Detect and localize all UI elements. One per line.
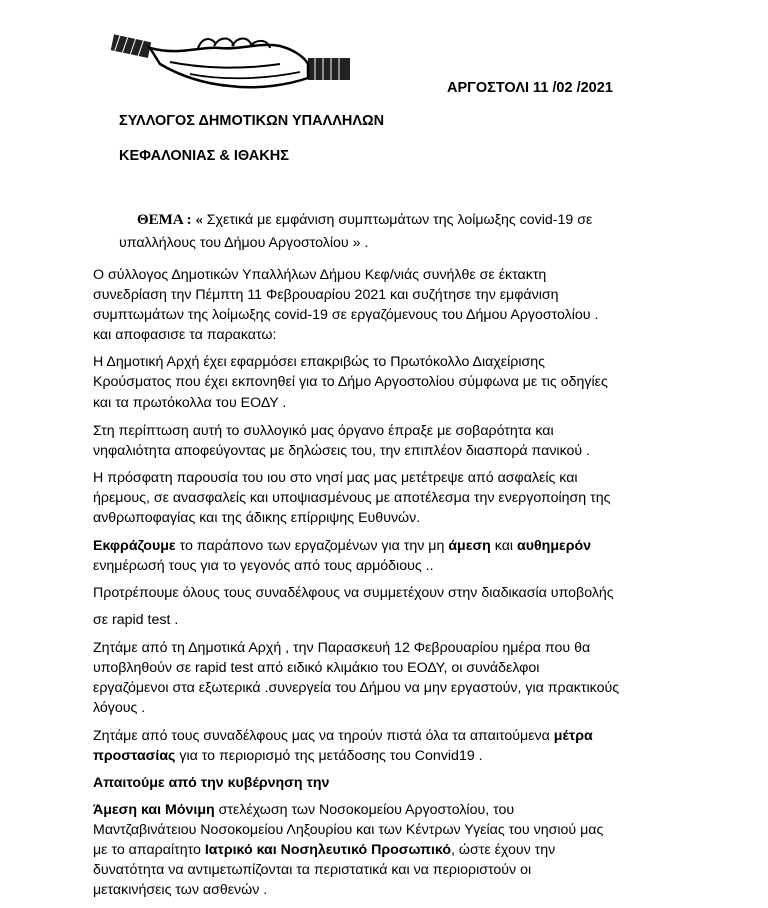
p8-line4: λόγους . bbox=[93, 700, 146, 716]
p9-line1: Ζητάμε από τους συναδέλφους μας να τηρούν πιστά όλα τα απαιτούμενα μέτρα bbox=[93, 728, 593, 744]
p5-line1: Εκφράζουμε το παράπονο των εργαζομένων για την μη άμεση και αυθημερόν bbox=[93, 538, 592, 554]
subject-label: ΘΕΜΑ : « bbox=[137, 212, 203, 228]
subject-line2: υπαλλήλους του Δήμου Αργοστολίου » . bbox=[119, 235, 369, 251]
p4-line3: ανθρωποφαγίας και της άδικης επίρριψης Ευθυνών. bbox=[93, 510, 421, 526]
p11-line1: Άμεση και Μόνιμη στελέχωση των Νοσοκομείου Αργοστολίου, του bbox=[93, 802, 515, 818]
org-name-line2: ΚΕΦΑΛΟΝΙΑΣ & ΙΘΑΚΗΣ bbox=[119, 148, 289, 164]
p10: Απαιτούμε από την κυβέρνηση την bbox=[93, 775, 330, 791]
p3-line1: Στη περίπτωση αυτή το συλλογικό μας όργανο έπραξε με σοβαρότητα και bbox=[93, 423, 554, 439]
p11-line5: μετακινήσεις των ασθενών . bbox=[93, 882, 268, 898]
p5-line2: ενημέρωσή τους για το γεγονός από τους αρμόδιους .. bbox=[93, 558, 434, 574]
p2-line3: και τα πρωτόκολλα του ΕΟΔΥ . bbox=[93, 395, 287, 411]
p11-line3: με το απαραίτητο Ιατρικό και Νοσηλευτικό Προσωπικό, ώστε έχουν την bbox=[93, 842, 556, 858]
p1-line2: συνεδρίαση την Πέμπτη 11 Φεβρουαρίου 2021 και συζήτησε την εμφάνιση bbox=[93, 287, 559, 303]
p7: σε rapid test . bbox=[93, 612, 179, 628]
p2-line2: Κρούσματος που έχει εκπονηθεί για το Δήμο Αργοστολίου σύμφωνα με τις οδηγίες bbox=[93, 374, 608, 390]
p9-line2: προστασίας για το περιορισμό της μετάδοσης του Convid19 . bbox=[93, 748, 483, 764]
p8-line1: Ζητάμε από τη Δημοτικά Αρχή , την Παρασκευή 12 Φεβρουαρίου ημέρα που θα bbox=[93, 640, 591, 656]
org-name-line1: ΣΥΛΛΟΓΟΣ ΔΗΜΟΤΙΚΩΝ ΥΠΑΛΛΗΛΩΝ bbox=[119, 113, 385, 129]
p11-line4: δυνατότητα να αντιμετωπίζονται τα περιστατικά και να περιοριστούν οι bbox=[93, 862, 532, 878]
subject-line1: ΘΕΜΑ : « Σχετικά με εμφάνιση συμπτωμάτων της λοίμωξης covid-19 σε bbox=[137, 212, 593, 228]
p8-line3: εργαζόμενοι στα εξωτερικά .συνεργεία του Δήμου να μην εργαστούν, για πρακτικούς bbox=[93, 680, 620, 696]
p4-line2: ήρεμους, σε ανασφαλείς και υποψιασμένους με αποτέλεσμα την ενεργοποίηση της bbox=[93, 490, 611, 506]
handshake-logo bbox=[110, 28, 355, 100]
p1-line4: και αποφασισε τα παρακατω: bbox=[93, 327, 277, 343]
p8-line2: υποβληθούν σε rapid test από ειδικό κλιμάκιο του ΕΟΔΥ, οι συνάδελφοι bbox=[93, 660, 540, 676]
p4-line1: Η πρόσφατη παρουσία του ιου στο νησί μας μας μετέτρεψε από ασφαλείς και bbox=[93, 470, 578, 486]
date: ΑΡΓΟΣΤΟΛΙ 11 /02 /2021 bbox=[447, 80, 613, 96]
p2-line1: Η Δημοτική Αρχή έχει εφαρμόσει επακριβώς το Πρωτόκολλο Διαχείρισης bbox=[93, 354, 545, 370]
p1-line1: Ο σύλλογος Δημοτικών Υπαλλήλων Δήμου Κεφ/νιάς συνήλθε σε έκτακτη bbox=[93, 267, 547, 283]
p6: Προτρέπουμε όλους τους συναδέλφους να συμμετέχουν στην διαδικασία υποβολής bbox=[93, 585, 614, 601]
p3-line2: νηφαλιότητα αποφεύγοντας με δηλώσεις του, την επιπλέον διασπορά πανικού . bbox=[93, 443, 591, 459]
p1-line3: συμπτωμάτων της λοίμωξης covid-19 σε εργαζόμενους του Δήμου Αργοστολίου . bbox=[93, 307, 599, 323]
p11-line2: Μαντζαβινάτειου Νοσοκομείου Ληξουρίου και των Κέντρων Υγείας του νησιού μας bbox=[93, 822, 604, 838]
